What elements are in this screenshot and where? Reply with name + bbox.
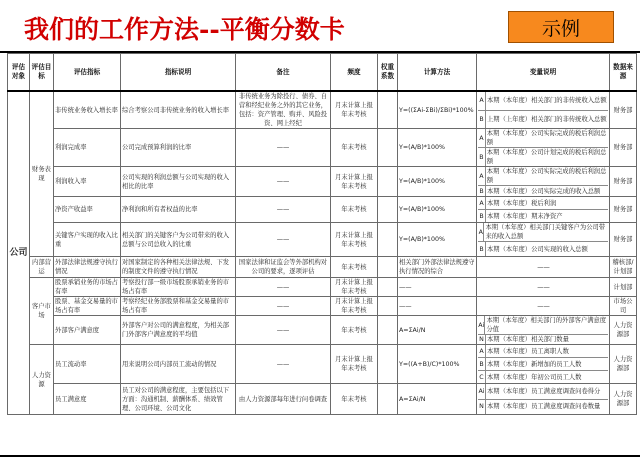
variable-list <box>478 197 608 222</box>
metric-note: —— <box>236 297 331 316</box>
calculation-method: Y=(A/B)*100% <box>398 197 477 223</box>
variable-text: 本期（本年度）员工满意度调查问卷得分 <box>487 387 601 395</box>
header-source: 数据来源 <box>610 54 637 92</box>
header-metric: 评估指标 <box>54 54 121 92</box>
variable-item <box>478 167 608 186</box>
data-source: 财务部 <box>610 91 637 129</box>
weight-cell <box>378 197 398 223</box>
metric-note: —— <box>236 316 331 345</box>
variable-symbol: B <box>478 111 486 129</box>
frequency: 月末计算上报年末考核 <box>331 297 378 316</box>
metric-name: 外部法律法规遵守执行情况 <box>54 257 121 278</box>
variable-explanation <box>477 223 610 257</box>
frequency: 年末考核 <box>331 257 378 278</box>
frequency: 月末计算上报年末考核 <box>331 167 378 197</box>
header-frequency: 频度 <box>331 54 378 92</box>
variable-item <box>478 358 608 371</box>
variable-item <box>478 384 608 400</box>
variable-item <box>478 345 608 358</box>
variable-text: 本期（本年度）相关部门关键客户为公司带来的收入总额 <box>485 224 606 240</box>
calculation-method: —— <box>398 297 477 316</box>
variable-list <box>478 345 608 383</box>
variable-list <box>478 316 608 344</box>
metric-name: 利润完成率 <box>54 129 121 167</box>
header-variables: 变量说明 <box>477 54 610 92</box>
metric-description: 对国家制定的各种相关法律法规、下发的制度文件的遵守执行情况 <box>121 257 236 278</box>
metric-name: 利润收入率 <box>54 167 121 197</box>
metric-note: —— <box>236 197 331 223</box>
metric-description: 公司完成预算利润的比率 <box>121 129 236 167</box>
variable-list <box>478 129 608 166</box>
metric-name: 非传统业务收入增长率 <box>54 91 121 129</box>
variable-text: 本期（本年度）公司实现的收入总额 <box>487 245 588 253</box>
variable-item <box>478 129 608 148</box>
metric-description: 员工对公司的满意程度，主要包括以下方面：沟通机制、薪酬体系、绩效管理、公司环境、公司文化 <box>121 384 236 415</box>
variable-symbol: C <box>478 371 486 383</box>
table-row <box>8 316 637 345</box>
data-source: 人力资源部 <box>610 384 637 415</box>
calculation-method: Y=((A+B)/C)*100% <box>398 345 477 384</box>
variable-symbol: A <box>478 345 486 357</box>
variable-explanation <box>477 257 610 278</box>
variable-symbol: A <box>478 223 484 241</box>
metric-note: —— <box>236 129 331 167</box>
variable-symbol: B <box>478 242 486 256</box>
variable-item <box>478 316 608 335</box>
variable-item <box>478 257 608 277</box>
table-row <box>8 257 637 278</box>
metric-description: 公司实现的利润总额与公司实现的收入相比的比率 <box>121 167 236 197</box>
table-row <box>8 345 637 384</box>
data-source: 财务部 <box>610 223 637 257</box>
variable-text: 本期（本年度）公司实际完成的收入总额 <box>487 187 601 195</box>
variable-symbol: N <box>478 335 486 344</box>
variable-symbol: A <box>478 167 486 185</box>
evaluation-goal: 人力资源 <box>30 345 54 415</box>
variable-item <box>478 400 608 415</box>
evaluation-goal: 客户市场 <box>30 278 54 345</box>
variable-item <box>478 297 608 315</box>
table-row <box>8 167 637 197</box>
variable-text: 本期（本年度）员工满意度调查问卷数量 <box>487 403 601 411</box>
variable-item <box>478 210 608 222</box>
variable-explanation <box>477 197 610 223</box>
header-goal: 评估目标 <box>30 54 54 92</box>
frequency: 月末计算上报年末考核 <box>331 278 378 297</box>
frequency: 年末考核 <box>331 316 378 345</box>
weight-cell <box>378 316 398 345</box>
frequency: 月末计算上报年末考核 <box>331 345 378 384</box>
header-note: 备注 <box>236 54 331 92</box>
calculation-method: Y=(A/B)*100% <box>398 167 477 197</box>
table-row <box>8 197 637 223</box>
variable-symbol: Ai <box>478 316 485 334</box>
frequency: 月末计算上报年末考核 <box>331 91 378 129</box>
header-target: 评估对象 <box>8 54 30 92</box>
metric-description: 相关部门的关键客户为公司带来的收入总额与公司总收入的比重 <box>121 223 236 257</box>
weight-cell <box>378 167 398 197</box>
variable-symbol: B <box>478 148 486 166</box>
variable-item <box>478 223 608 242</box>
metric-description: 综合考察公司非传统业务的收入增长率 <box>121 91 236 129</box>
variable-text: 本期（本年度）公司实际完成的税后利润总额 <box>486 168 607 184</box>
variable-list <box>478 297 608 315</box>
metric-name: 股票、基金交易量的市场占有率 <box>54 297 121 316</box>
header-weight: 权重系数 <box>378 54 398 92</box>
variable-list <box>478 223 608 256</box>
variable-symbol: A <box>478 197 486 209</box>
metric-name: 关键客户实现的收入比重 <box>54 223 121 257</box>
data-source: 财务部 <box>610 129 637 167</box>
metric-name: 净资产收益率 <box>54 197 121 223</box>
weight-cell <box>378 223 398 257</box>
variable-explanation <box>477 278 610 297</box>
variable-list <box>478 278 608 296</box>
metric-note: —— <box>236 345 331 384</box>
variable-item <box>478 335 608 344</box>
metric-note: 由人力资源部每年进行问卷调查 <box>236 384 331 415</box>
variable-item <box>478 278 608 296</box>
table-row <box>8 129 637 167</box>
variable-item <box>478 186 608 196</box>
data-source: 人力资源部 <box>610 345 637 384</box>
frequency: 月末计算上报年末考核 <box>331 223 378 257</box>
variable-item <box>478 242 608 256</box>
variable-list <box>478 167 608 196</box>
table-row <box>8 384 637 415</box>
bottom-divider <box>0 455 640 457</box>
data-source: 市场公司 <box>610 297 637 316</box>
variable-explanation <box>477 384 610 415</box>
variable-symbol: B <box>478 186 486 196</box>
data-source: 计划部 <box>610 278 637 297</box>
calculation-method: A=ΣAi/N <box>398 316 477 345</box>
variable-explanation <box>477 297 610 316</box>
variable-symbol: A <box>478 129 486 147</box>
variable-text: 上期（上年度）相关部门的非传统收入总额 <box>487 115 607 123</box>
variable-symbol: Ai <box>478 384 486 399</box>
weight-cell <box>378 278 398 297</box>
variable-explanation <box>477 167 610 197</box>
variable-text: 本期（本年度）公司计划完成的税后利润总额 <box>486 149 607 165</box>
metric-description: 考察投行部一级市场股票承销业务的市场占有率 <box>121 278 236 297</box>
weight-cell <box>378 91 398 129</box>
variable-text: 本期（本年度）员工离职人数 <box>487 347 569 355</box>
metric-description: 净利润和所有者权益的比率 <box>121 197 236 223</box>
variable-item <box>478 148 608 166</box>
evaluation-goal: 财务表现 <box>30 91 54 257</box>
table-row <box>8 91 637 129</box>
variable-text: 本期（本年度）税后利润 <box>487 199 557 207</box>
table-header-row <box>8 54 637 92</box>
metric-name: 外部客户满意度 <box>54 316 121 345</box>
scorecard-table <box>7 53 637 415</box>
variable-list <box>478 384 608 414</box>
metric-note: —— <box>236 278 331 297</box>
variable-text: 本期（本年度）年初公司员工人数 <box>487 373 582 381</box>
table-row <box>8 278 637 297</box>
variable-text: 本期（本年度）公司实际完成的税后利润总额 <box>486 130 607 146</box>
variable-list <box>478 92 608 128</box>
variable-item <box>478 197 608 210</box>
calculation-method: A=ΣAi/N <box>398 384 477 415</box>
weight-cell <box>378 129 398 167</box>
header-method: 计算方法 <box>398 54 477 92</box>
metric-name: 股票承销业务的市场占有率 <box>54 278 121 297</box>
table-row <box>8 297 637 316</box>
header-description: 指标说明 <box>121 54 236 92</box>
variable-list <box>478 257 608 277</box>
metric-name: 员工流动率 <box>54 345 121 384</box>
data-source: 稽核部/计划部 <box>610 257 637 278</box>
variable-text: —— <box>537 302 550 310</box>
metric-description: 用来说明公司内部员工流动的情况 <box>121 345 236 384</box>
variable-symbol: N <box>478 400 486 415</box>
variable-item <box>478 371 608 383</box>
variable-text: 本期（本年度）新增加的员工人数 <box>487 360 582 368</box>
metric-note: 非传统业务为除投行、债券、自营和经纪业务之外的其它业务，包括：资产管理、购并、风险投资、网上经纪 <box>236 91 331 129</box>
metric-note: 国家法律和证监会等外部机构对公司的要求，逐项评估 <box>236 257 331 278</box>
weight-cell <box>378 297 398 316</box>
data-source: 人力资源部 <box>610 316 637 345</box>
evaluation-target: 公司 <box>8 91 30 415</box>
variable-item <box>478 111 608 129</box>
calculation-method: Y=((ΣAi-ΣBi)/ΣBi)*100% <box>398 91 477 129</box>
example-badge: 示例 <box>508 11 614 43</box>
metric-note: —— <box>236 167 331 197</box>
page-title: 我们的工作方法--平衡分数卡 <box>24 15 345 44</box>
variable-text: 本期（本年度）相关部门数量 <box>487 336 569 343</box>
frequency: 年末考核 <box>331 129 378 167</box>
variable-text: 本期（本年度）期末净资产 <box>487 212 563 220</box>
variable-symbol: B <box>478 210 486 222</box>
weight-cell <box>378 384 398 415</box>
weight-cell <box>378 345 398 384</box>
variable-explanation <box>477 91 610 129</box>
variable-explanation <box>477 345 610 384</box>
variable-text: 本期（本年度）相关部门的外部客户满意度分值 <box>486 317 607 333</box>
metric-description: 外部客户对公司的满意程度，为相关部门外部客户满意度的平均值 <box>121 316 236 345</box>
table-row <box>8 223 637 257</box>
calculation-method: Y=(A/B)*100% <box>398 223 477 257</box>
weight-cell <box>378 257 398 278</box>
variable-text: 本期（本年度）相关部门的非传统收入总额 <box>487 97 607 105</box>
variable-symbol: B <box>478 358 486 370</box>
data-source: 财务部 <box>610 167 637 197</box>
frequency: 年末考核 <box>331 197 378 223</box>
metric-name: 员工满意度 <box>54 384 121 415</box>
metric-description: 考察经纪业务部股票和基金交易量的市场占有率 <box>121 297 236 316</box>
variable-item <box>478 92 608 111</box>
variable-text: —— <box>537 263 550 271</box>
metric-note: —— <box>236 223 331 257</box>
frequency: 年末考核 <box>331 384 378 415</box>
variable-symbol: A <box>478 92 486 110</box>
variable-explanation <box>477 316 610 345</box>
evaluation-goal: 内部营运 <box>30 257 54 278</box>
variable-text: —— <box>537 283 550 291</box>
variable-explanation <box>477 129 610 167</box>
calculation-method: Y=(A/B)*100% <box>398 129 477 167</box>
data-source: 财务部 <box>610 197 637 223</box>
calculation-method: 相关部门外部法律法规遵守执行情况的综合 <box>398 257 477 278</box>
calculation-method: —— <box>398 278 477 297</box>
